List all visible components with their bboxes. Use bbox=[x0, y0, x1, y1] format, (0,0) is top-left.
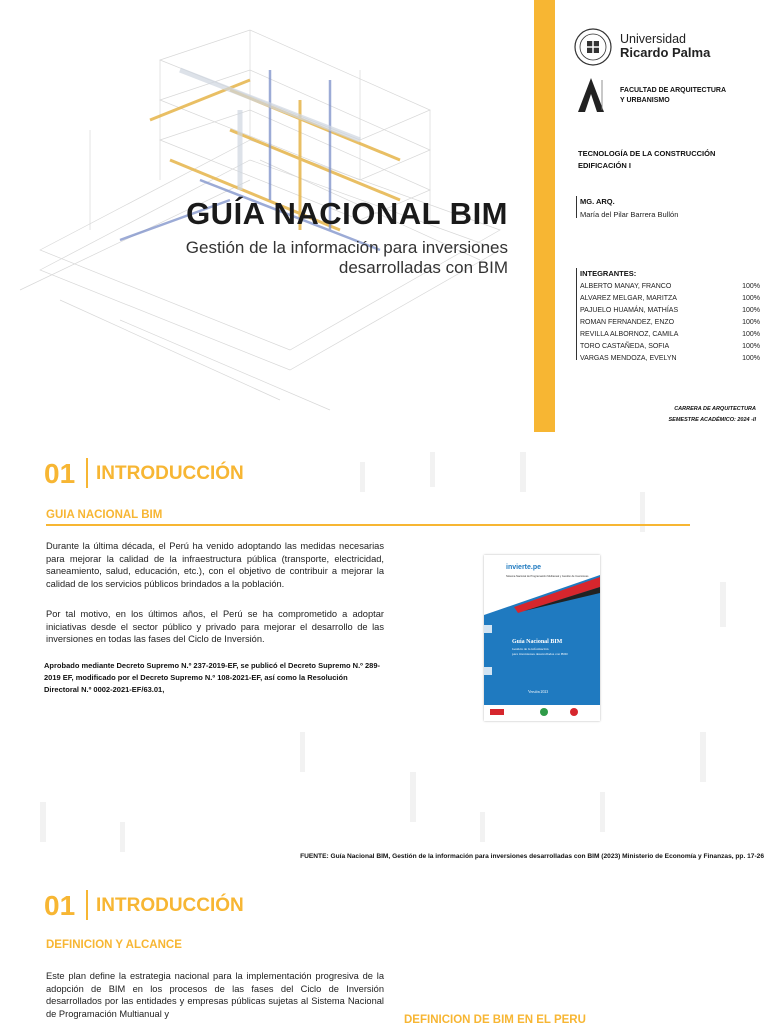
list-item: REVILLA ALBORNOZ, CAMILA 100% bbox=[580, 331, 760, 338]
cover-info-panel bbox=[562, 0, 768, 432]
professor-rule bbox=[576, 196, 577, 218]
university-name-line2: Ricardo Palma bbox=[620, 45, 711, 60]
book-brand: invierte.pe bbox=[506, 564, 542, 571]
members-label: INTEGRANTES: bbox=[580, 269, 637, 278]
intro-slide bbox=[0, 432, 768, 864]
cover-subtitle-line1: Gestión de la información para inversiones bbox=[185, 238, 508, 257]
subheading: DEFINICION Y ALCANCE bbox=[46, 939, 182, 951]
course-name: TECNOLOGÍA DE LA CONSTRUCCIÓN EDIFICACIÓN I bbox=[578, 149, 716, 170]
definition-paragraph-1: Este plan define la estrategia nacional para la implementación progresiva de la adopción de BIM en los procesos de las fases del Ciclo de Inversión desarrollados por las entidades y empresas públicas sujetas al Sistema Nacional de Programación Multianual y bbox=[46, 971, 384, 1019]
book-subtitle: Sistema Nacional de Programación Multianual y Gestión de Inversiones bbox=[506, 575, 589, 578]
list-item: VARGAS MENDOZA, EVELYN 100% bbox=[580, 355, 760, 362]
section-title: INTRODUCCIÓN bbox=[96, 463, 244, 484]
book-desc-line2: para inversiones desarrolladas con BIM bbox=[512, 652, 568, 656]
definition-slide bbox=[0, 864, 768, 1024]
cover-subtitle-line2: desarrolladas con BIM bbox=[338, 258, 508, 277]
accent-bar bbox=[534, 0, 555, 432]
section-divider bbox=[86, 458, 88, 488]
faculty-logo-icon bbox=[576, 76, 606, 114]
list-item: ALBERTO MANAY, FRANCO 100% bbox=[580, 283, 760, 290]
professor-label: MG. ARQ. bbox=[580, 197, 615, 206]
source-citation: FUENTE: Guía Nacional BIM, Gestión de la información para inversiones desarrolladas con BIM (2023) Ministerio de Economía y Finanzas, pp. 17-26 bbox=[300, 853, 764, 860]
subheading: GUIA NACIONAL BIM bbox=[46, 509, 163, 521]
list-item: TORO CASTAÑEDA, SOFIA 100% bbox=[580, 343, 760, 350]
bim-peru-heading: DEFINICION DE BIM EN EL PERU bbox=[404, 1014, 586, 1024]
cover-title-block bbox=[88, 196, 508, 278]
intro-paragraph-2: Por tal motivo, en los últimos años, el Perú se ha comprometido a adoptar iniciativas desde el sector público y privado para mejorar el desarrollo de las inversiones en todas las fases del Ciclo de Inversión. bbox=[46, 609, 384, 644]
section-number: 01 bbox=[44, 890, 76, 921]
cover-footer: CARRERA DE ARQUITECTURA SEMESTRE ACADÉMICO: 2024 -II bbox=[668, 406, 756, 423]
book-version: Versión 2023 bbox=[528, 690, 549, 694]
cover-slide bbox=[0, 0, 768, 432]
list-item: ALVAREZ MELGAR, MARITZA 100% bbox=[580, 295, 760, 302]
university-name-line1: Universidad bbox=[620, 32, 687, 46]
section-title: INTRODUCCIÓN bbox=[96, 895, 244, 916]
background-pattern bbox=[0, 432, 768, 864]
section-number: 01 bbox=[44, 458, 76, 489]
members-list bbox=[580, 281, 760, 365]
faculty-name: FACULTAD DE ARQUITECTURA Y URBANISMO bbox=[620, 87, 727, 104]
book-title: Guía Nacional BIM bbox=[512, 639, 563, 645]
members-rule bbox=[576, 268, 577, 360]
intro-paragraph-1: Durante la última década, el Perú ha venido adoptando las medidas necesarias para mejorar la calidad de la infraestructura pública (transporte, electricidad, saneamiento, salud, educación, etc.), con el objetivo de contribuir a mejorar la calidad de los servicios públicos brindados a la población. bbox=[46, 541, 384, 589]
intro-paragraph-3: Aprobado mediante Decreto Supremo N.º 237-2019-EF, se publicó el Decreto Supremo N.º 289-2019 EF, modificado por el Decreto Supremo N.º 108-2021-EF, así como la Resolución Directoral N.º 0002-2021-EF/63.01, bbox=[44, 661, 380, 694]
subheading-rule bbox=[46, 524, 690, 526]
list-item: PAJUELO HUAMÁN, MATHÍAS 100% bbox=[580, 307, 760, 314]
university-seal-icon bbox=[574, 28, 612, 66]
section-divider bbox=[86, 890, 88, 920]
list-item: ROMAN FERNANDEZ, ENZO 100% bbox=[580, 319, 760, 326]
cover-title: GUÍA NACIONAL BIM bbox=[186, 196, 508, 231]
guide-cover-image bbox=[484, 555, 600, 721]
book-desc-line1: Gestión de la información bbox=[512, 647, 549, 651]
professor-name: María del Pilar Barrera Bullón bbox=[580, 210, 679, 219]
